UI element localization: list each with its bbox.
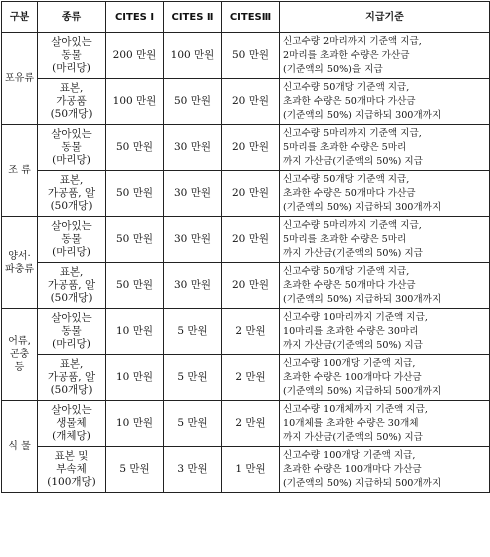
- kind-label: 살아있는 생물체 (개체당): [51, 404, 92, 442]
- cites-1-value: 100 만원: [106, 79, 164, 125]
- table-row: [2, 79, 490, 125]
- kind-cell: [38, 309, 106, 355]
- cites-3-value: 20 만원: [222, 171, 280, 217]
- criteria-text: 신고수량 2마리까지 기준액 지급, 2마리를 초과한 수량은 가산금 (기준액의 50%)을 지급: [280, 33, 490, 79]
- category-label: 어류, 곤충 등: [8, 336, 31, 373]
- table-row: [2, 171, 490, 217]
- cites-1-value: 50 만원: [106, 217, 164, 263]
- header-cites-3: CITESⅢ: [222, 2, 280, 33]
- cites-3-value: 20 만원: [222, 125, 280, 171]
- criteria-text: 신고수량 5마리까지 기준액 지급, 5마리를 초과한 수량은 5마리 까지 가산금(기준액의 50%) 지급: [280, 217, 490, 263]
- category-cell: [2, 217, 38, 309]
- cites-3-value: 20 만원: [222, 79, 280, 125]
- table-row: [2, 355, 490, 401]
- category-label: 식 물: [8, 441, 31, 452]
- cites-1-value: 10 만원: [106, 355, 164, 401]
- kind-cell: [38, 125, 106, 171]
- cites-3-value: 20 만원: [222, 217, 280, 263]
- kind-cell: [38, 263, 106, 309]
- kind-label: 표본, 가공품, 알 (50개당): [47, 174, 96, 212]
- table-row: [2, 33, 490, 79]
- criteria-text: 신고수량 10개체까지 기준액 지급, 10개체를 초과한 수량은 30개체 까지 가산금(기준액의 50%) 지급: [280, 401, 490, 447]
- kind-cell: [38, 171, 106, 217]
- reward-standard-table: [1, 1, 490, 493]
- table-row: [2, 217, 490, 263]
- cites-2-value: 30 만원: [164, 263, 222, 309]
- cites-1-value: 200 만원: [106, 33, 164, 79]
- kind-cell: [38, 447, 106, 493]
- cites-1-value: 5 만원: [106, 447, 164, 493]
- cites-2-value: 50 만원: [164, 79, 222, 125]
- table-row: [2, 125, 490, 171]
- category-label: 포유류: [5, 73, 34, 84]
- kind-label: 살아있는 동물 (마리당): [51, 220, 92, 258]
- criteria-text: 신고수량 50개당 기준액 지급, 초과한 수량은 50개마다 가산금 (기준액의 50%) 지급하되 300개까지: [280, 79, 490, 125]
- cites-1-value: 10 만원: [106, 401, 164, 447]
- header-kind: 종류: [38, 2, 106, 33]
- cites-2-value: 5 만원: [164, 401, 222, 447]
- cites-2-value: 3 만원: [164, 447, 222, 493]
- cites-1-value: 50 만원: [106, 125, 164, 171]
- kind-label: 표본 및 부속체 (100개당): [47, 450, 96, 488]
- cites-3-value: 2 만원: [222, 355, 280, 401]
- cites-2-value: 100 만원: [164, 33, 222, 79]
- criteria-text: 신고수량 10마리까지 기준액 지급, 10마리를 초과한 수량은 30마리 까지 가산금(기준액의 50%) 지급: [280, 309, 490, 355]
- table-row: [2, 447, 490, 493]
- criteria-text: 신고수량 50개당 기준액 지급, 초과한 수량은 50개마다 가산금 (기준액의 50%) 지급하되 300개까지: [280, 171, 490, 217]
- table-row: [2, 309, 490, 355]
- header-cites-1: CITES Ⅰ: [106, 2, 164, 33]
- kind-label: 살아있는 동물 (마리당): [51, 312, 92, 350]
- cites-1-value: 50 만원: [106, 171, 164, 217]
- reward-table-container: [1, 1, 490, 493]
- cites-3-value: 20 만원: [222, 263, 280, 309]
- cites-2-value: 5 만원: [164, 355, 222, 401]
- cites-1-value: 10 만원: [106, 309, 164, 355]
- kind-label: 표본, 가공품, 알 (50개당): [47, 266, 96, 304]
- criteria-text: 신고수량 100개당 기준액 지급, 초과한 수량은 100개마다 가산금 (기준액의 50%) 지급하되 500개까지: [280, 355, 490, 401]
- cites-2-value: 30 만원: [164, 171, 222, 217]
- kind-cell: [38, 217, 106, 263]
- kind-label: 살아있는 동물 (마리당): [51, 128, 92, 166]
- kind-cell: [38, 79, 106, 125]
- category-cell: [2, 125, 38, 217]
- table-row: [2, 401, 490, 447]
- category-label: 양서· 파충류: [5, 250, 34, 275]
- category-cell: [2, 309, 38, 401]
- criteria-text: 신고수량 100개당 기준액 지급, 초과한 수량은 100개마다 가산금 (기준액의 50%) 지급하되 500개까지: [280, 447, 490, 493]
- header-criteria: 지급기준: [280, 2, 490, 33]
- header-category: 구분: [2, 2, 38, 33]
- kind-cell: [38, 401, 106, 447]
- criteria-text: 신고수량 50개당 기준액 지급, 초과한 수량은 50개마다 가산금 (기준액의 50%) 지급하되 300개까지: [280, 263, 490, 309]
- header-cites-2: CITES Ⅱ: [164, 2, 222, 33]
- category-cell: [2, 33, 38, 125]
- cites-3-value: 2 만원: [222, 401, 280, 447]
- kind-cell: [38, 355, 106, 401]
- criteria-text: 신고수량 5마리까지 기준액 지급, 5마리를 초과한 수량은 5마리 까지 가산금(기준액의 50%) 지급: [280, 125, 490, 171]
- table-row: [2, 263, 490, 309]
- cites-3-value: 1 만원: [222, 447, 280, 493]
- kind-label: 살아있는 동물 (마리당): [51, 36, 92, 74]
- category-label: 조 류: [8, 165, 31, 176]
- kind-cell: [38, 33, 106, 79]
- kind-label: 표본, 가공품 (50개당): [50, 82, 93, 120]
- cites-2-value: 5 만원: [164, 309, 222, 355]
- cites-2-value: 30 만원: [164, 125, 222, 171]
- header-row: [2, 2, 490, 33]
- cites-3-value: 2 만원: [222, 309, 280, 355]
- cites-2-value: 30 만원: [164, 217, 222, 263]
- category-cell: [2, 401, 38, 493]
- cites-3-value: 50 만원: [222, 33, 280, 79]
- cites-1-value: 50 만원: [106, 263, 164, 309]
- kind-label: 표본, 가공품, 알 (50개당): [47, 358, 96, 396]
